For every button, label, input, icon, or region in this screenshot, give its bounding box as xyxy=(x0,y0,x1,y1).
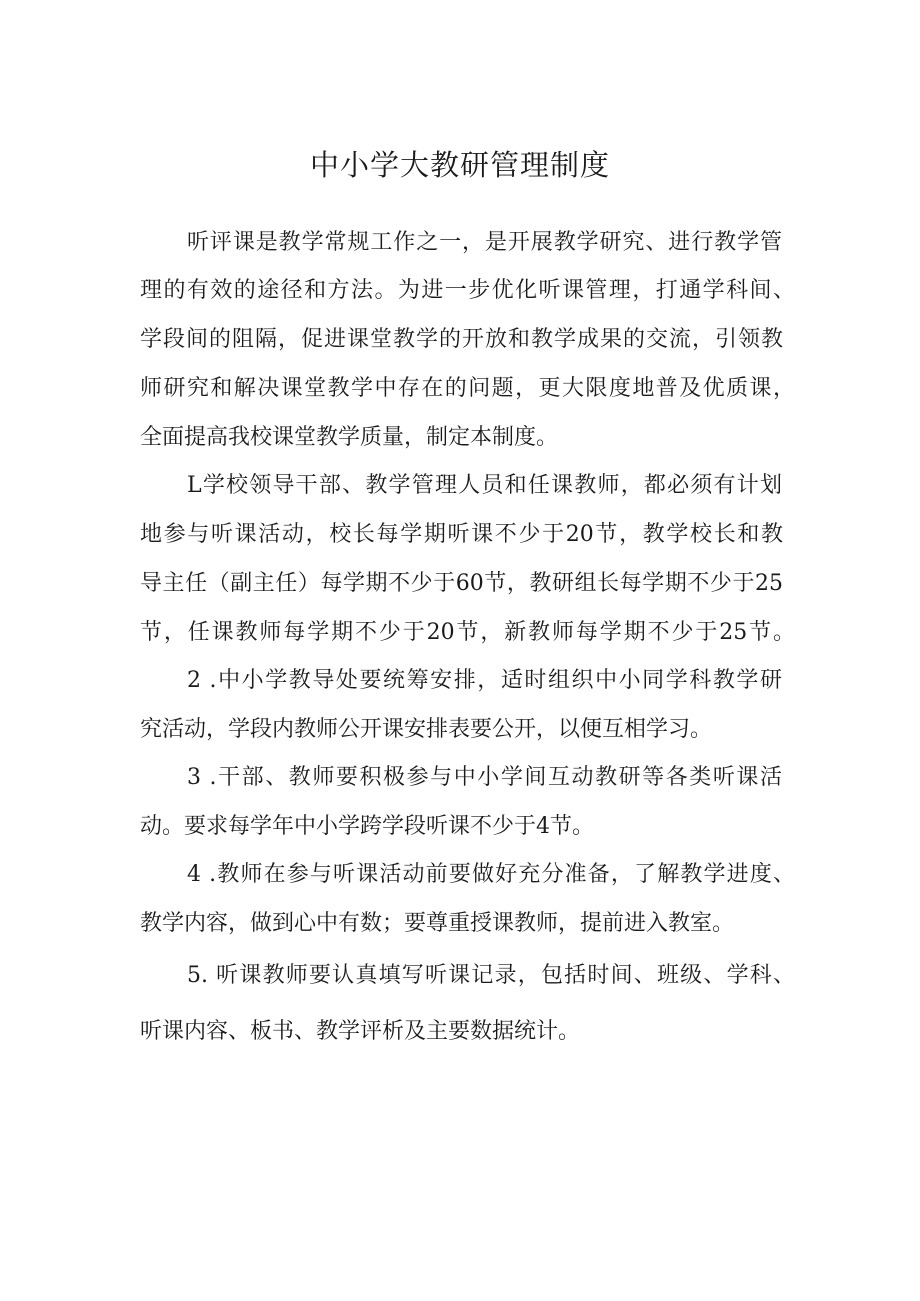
paragraph-line: 全面提高我校课堂教学质量，制定本制度。 xyxy=(140,425,559,450)
paragraph-line: L学校领导干部、教学管理人员和任课教师，都必须有计划 xyxy=(187,473,782,498)
paragraph-line: 节，任课教师每学期不少于20节，新教师每学期不少于25节。 xyxy=(140,620,795,645)
paragraph-line: 5. 听课教师要认真填写听课记录，包括时间、班级、学科、 xyxy=(187,963,795,988)
paragraph-line: 动。要求每学年中小学跨学段听课不少于4节。 xyxy=(140,814,594,839)
paragraph-line: 学段间的阻隔，促进课堂教学的开放和教学成果的交流，引领教 xyxy=(140,327,783,352)
paragraph-line: 究活动，学段内教师公开课安排表要公开，以便互相学习。 xyxy=(140,717,713,742)
document-title: 中小学大教研管理制度 xyxy=(309,148,610,182)
paragraph-line: 4 .教师在参与听课活动前要做好充分准备，了解教学进度、 xyxy=(187,862,795,887)
paragraph-line: 导主任（副主任）每学期不少于60节，教研组长每学期不少于25 xyxy=(140,571,783,596)
paragraph-line: 听评课是教学常规工作之一，是开展教学研究、进行教学管 xyxy=(187,230,782,255)
paragraph-line: 地参与听课活动，校长每学期听课不少于20节，教学校长和教 xyxy=(140,522,783,547)
paragraph-line: 2 .中小学教导处要统筹安排，适时组织中小同学科教学研 xyxy=(187,668,782,693)
paragraph-line: 师研究和解决课堂教学中存在的问题，更大限度地普及优质课， xyxy=(140,376,795,401)
paragraph-line: 教学内容，做到心中有数；要尊重授课教师，提前进入教室。 xyxy=(140,911,735,936)
paragraph-line: 理的有效的途径和方法。为进一步优化听课管理，打通学科间、 xyxy=(140,278,795,303)
paragraph-line: 3 .干部、教师要积极参与中小学间互动教研等各类听课活 xyxy=(187,765,782,790)
paragraph-line: 听课内容、板书、教学评析及主要数据统计。 xyxy=(140,1019,581,1044)
